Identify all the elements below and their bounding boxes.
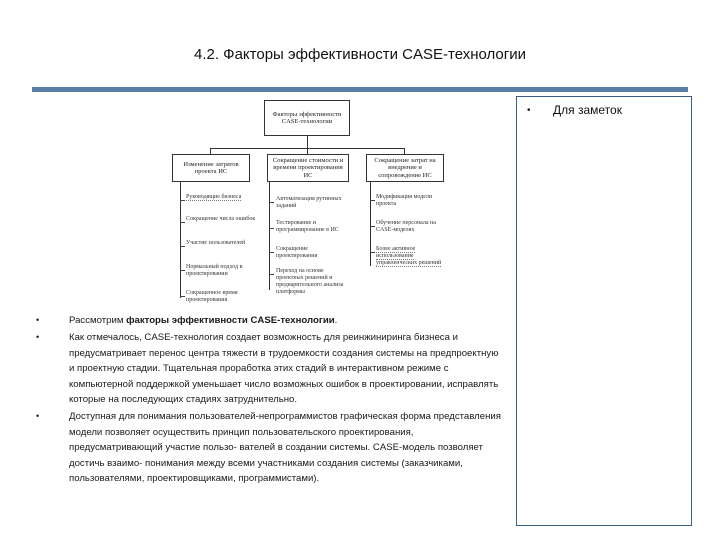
branch-label-1: Изменение затратов проекта ИС <box>183 160 239 175</box>
paragraph-3: • Доступная для понимания пользователей-непрограммистов графическая форма представления модели позволяет осуществить принцип пользовательского проектирования, предусматривающий участие пользо- вателей в создании системы. CASE-модель позволяет достичь взаимо- понимания между всеми участниками создания системы (заказчиками, пользователями, проектировщиками, программистами). <box>36 411 501 485</box>
branch-box-2 <box>267 154 349 182</box>
branch-box-1 <box>172 154 250 182</box>
diagram-root-box <box>264 100 350 136</box>
connector <box>370 182 371 266</box>
branch-label-2: Сокращение стоимости и времени проектирования ИС <box>272 156 344 179</box>
connector <box>307 136 308 148</box>
branch-1-item: Нормальный подход в проектировании <box>186 264 243 277</box>
bullet: • <box>36 332 40 343</box>
bold-phrase: факторы эффективности CASE-технологии <box>126 315 335 326</box>
branch-1-item: Руководящие бизнеса <box>186 194 242 200</box>
branch-3-item: Обучение персонала на CASE-моделях <box>376 220 436 233</box>
branch-box-3 <box>366 154 444 182</box>
branch-label-3: Сокращение затрат на внедрение и сопровождение ИС <box>374 156 436 179</box>
paragraph-1: • Рассмотрим факторы эффективности CASE-технологии. <box>36 313 506 328</box>
branch-1-item: Участие пользователей <box>186 240 246 246</box>
branch-2-item: Автоматизация рутинных заданий <box>276 196 342 209</box>
body-text <box>36 313 506 488</box>
bullet: • <box>36 315 40 325</box>
branch-1-item: Сокращенное время проектирования <box>186 290 238 303</box>
notes-panel <box>516 96 692 526</box>
branch-3-item: Более активное использование управленческих решений <box>376 246 442 266</box>
branch-2-item: Тестирование и программирование в ИС <box>276 220 339 233</box>
notes-bullet: • <box>527 105 531 116</box>
factors-diagram <box>160 96 450 308</box>
branch-2-item: Сокращение проектирования <box>276 246 318 259</box>
branch-3-item: Модификация модели проекта <box>376 194 433 207</box>
notes-title: Для заметок <box>553 103 622 117</box>
slide-title: 4.2. Факторы эффективности CASE-технологии <box>193 46 526 63</box>
title-divider-bar <box>32 87 688 92</box>
paragraph-2: • Как отмечалось, CASE-технология создает возможность для реинжиниринга бизнеса и предусматривает перенос центра тяжести в трудоемкости создания системы на предпроектную и проектную стадии. Тщательная проработка этих стадий в интерактивном режиме с компьютерной поддержкой уменьшает число возможных ошибок в проектировании, исправлять которые на последующих стадиях затруднительно. <box>36 332 499 406</box>
diagram-root-label: Факторы эффективности CASE-технологии <box>272 110 342 125</box>
bullet: • <box>36 411 40 422</box>
branch-1-item: Сокращение числа ошибок <box>186 216 256 222</box>
branch-2-item: Переход на основе проектных решений и предварительного анализа платформы <box>276 268 344 295</box>
